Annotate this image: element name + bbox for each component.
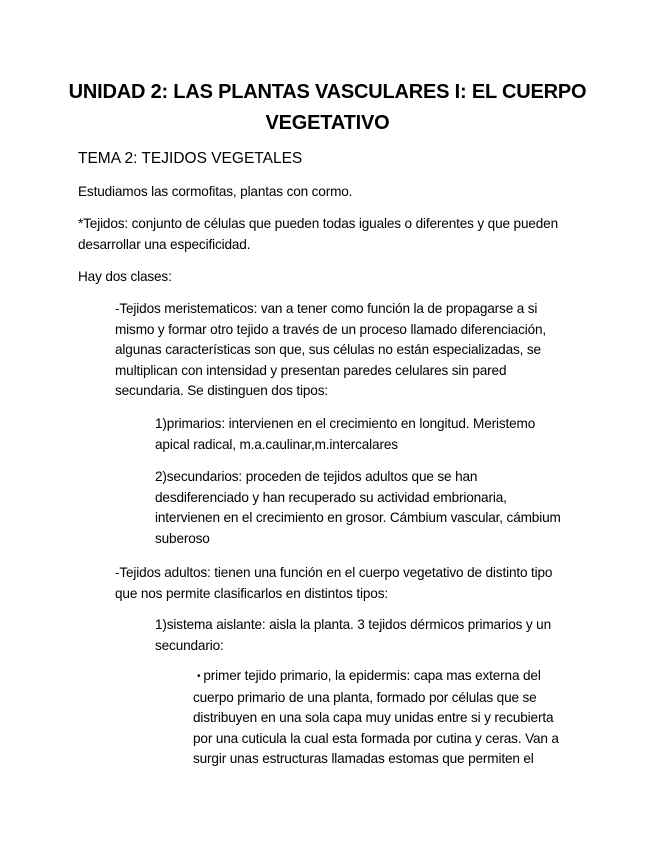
sistema-aislante-paragraph	[155, 615, 551, 656]
text-line: Estudiamos las cormofitas, plantas con cormo.	[78, 184, 353, 199]
text-line: mismo y formar otro tejido a través de un proceso llamado diferenciación,	[115, 321, 547, 337]
text-line: por una cuticula la cual esta formada por cutina y ceras. Van a	[193, 730, 559, 746]
title-line-1: UNIDAD 2: LAS PLANTAS VASCULARES I: EL CUERPO	[68, 81, 587, 103]
text-fragment: primer tejido primario, la epidermis: capa mas externa del	[203, 668, 541, 683]
text-line: surgir unas estructuras llamadas estomas que permiten el	[193, 751, 534, 767]
text-line: desdiferenciado y han recuperado su actividad embrionaria,	[155, 489, 507, 505]
text-line: *Tejidos: conjunto de células que pueden todas iguales o diferentes y que pueden	[78, 216, 559, 231]
text-line: distribuyen en una sola capa muy unidas entre si y recubierta	[193, 710, 554, 726]
text-line: Hay dos clases:	[78, 269, 172, 284]
primarios-paragraph	[155, 414, 535, 455]
tejidos-definition	[78, 214, 558, 255]
meristematicos-paragraph	[115, 299, 546, 402]
topic-heading: TEMA 2: TEJIDOS VEGETALES	[78, 150, 303, 167]
text-line: 2)secundarios: proceden de tejidos adultos que se han	[155, 469, 478, 484]
adultos-paragraph	[115, 563, 552, 604]
text-line: multiplican con intensidad y presentan paredes celulares sin pared	[115, 362, 507, 378]
document-title	[60, 78, 595, 137]
text-line: suberoso	[155, 530, 210, 546]
text-line: secundaria. Se distinguen dos tipos:	[115, 383, 328, 399]
text-line: -Tejidos adultos: tienen una función en el cuerpo vegetativo de distinto tipo	[115, 565, 553, 580]
text-line: secundario:	[155, 637, 224, 653]
title-line-2: VEGETATIVO	[265, 112, 390, 134]
text-line: algunas características son que, sus células no están especializadas, se	[115, 342, 541, 358]
text-line	[193, 666, 559, 688]
bullet-icon: •	[197, 671, 201, 682]
classes-intro	[78, 267, 172, 288]
text-line: cuerpo primario de una planta, formado por células que se	[193, 689, 537, 705]
text-line: apical radical, m.a.caulinar,m.intercalares	[155, 436, 398, 452]
text-line: 1)primarios: intervienen en el crecimiento en longitud. Meristemo	[155, 416, 536, 431]
epidermis-bullet-item	[193, 666, 559, 770]
text-line: 1)sistema aislante: aisla la planta. 3 tejidos dérmicos primarios y un	[155, 617, 551, 632]
text-line: -Tejidos meristematicos: van a tener como función la de propagarse a si	[115, 301, 538, 316]
secundarios-paragraph	[155, 467, 561, 549]
text-line: intervienen en el crecimiento en grosor. Cámbium vascular, cámbium	[155, 510, 561, 526]
text-line: que nos permite clasificarlos en distintos tipos:	[115, 585, 388, 601]
text-line: desarrollar una especificidad.	[78, 236, 251, 252]
intro-paragraph	[78, 182, 352, 203]
